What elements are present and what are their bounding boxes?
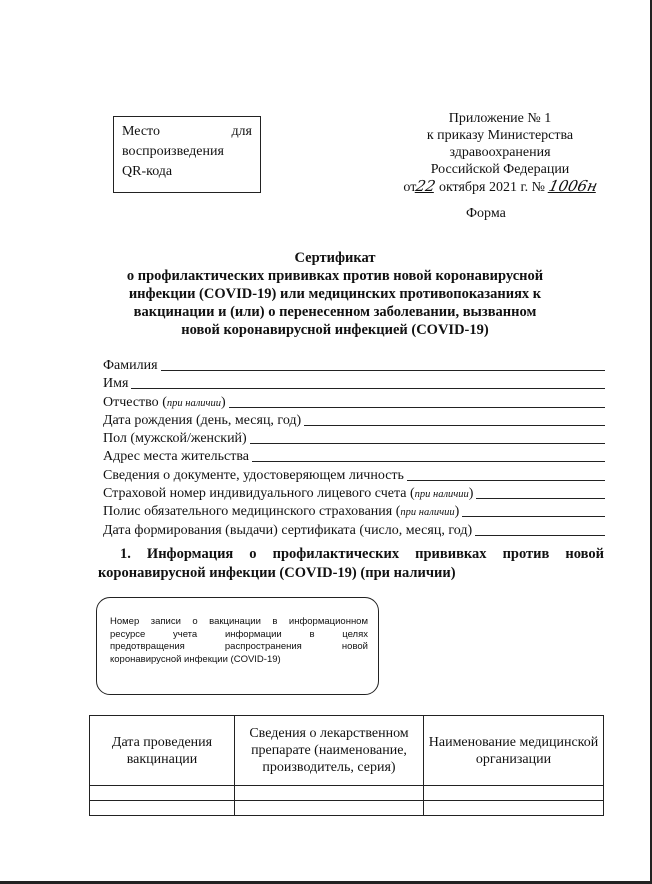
date-prefix: от: [403, 180, 417, 195]
field-label: Дата рождения (день, месяц, год): [103, 412, 302, 428]
qr-code-placeholder: [113, 116, 261, 193]
header-medical-organization: Наименование медицинской организации: [424, 716, 604, 786]
field-label-text: Полис обязательного медицинского страхования: [103, 504, 393, 520]
fill-line[interactable]: [252, 460, 605, 462]
field-label: Пол (мужской/женский): [103, 431, 247, 447]
table-cell[interactable]: [90, 786, 235, 801]
fill-line[interactable]: [462, 515, 605, 517]
table-row: [90, 786, 604, 801]
field-address[interactable]: [103, 447, 605, 465]
date-month-year: октября 2021 г. №: [438, 180, 546, 195]
qr-label-line-3: QR-кода: [122, 164, 173, 179]
fill-line[interactable]: [161, 369, 605, 371]
appendix-line-1: Приложение № 1: [448, 111, 552, 126]
field-first-name[interactable]: [103, 374, 605, 392]
title-line-4: вакцинации и (или) о перенесенном заболевании, вызванном: [133, 304, 537, 320]
vaccination-table: [89, 715, 604, 816]
appendix-date-line: [395, 178, 605, 196]
fill-line[interactable]: [475, 534, 605, 536]
certificate-title: [100, 249, 570, 339]
table-cell[interactable]: [424, 801, 604, 816]
table-cell[interactable]: [235, 801, 424, 816]
handwritten-order-number: 1006н: [546, 177, 599, 195]
fill-line[interactable]: [407, 479, 605, 481]
vacc-box-line-2: ресурсе учета информации в целях: [110, 628, 368, 640]
field-patronymic[interactable]: [103, 393, 605, 411]
field-label: Сведения о документе, удостоверяющем личность: [103, 467, 404, 483]
title-line-2: о профилактических прививках против новой коронавирусной: [126, 268, 544, 284]
field-label: Фамилия: [103, 358, 158, 373]
field-note: при наличии: [166, 397, 222, 409]
field-note: при наличии: [400, 507, 455, 519]
vacc-box-line-4: коронавирусной инфекции (COVID-19): [110, 653, 281, 665]
field-label: Страховой номер индивидуального лицевого счета (при наличии): [103, 486, 474, 502]
field-label: Адрес места жительства: [103, 449, 249, 465]
title-line-3: инфекции (COVID-19) или медицинских противопоказаниях к: [128, 286, 542, 302]
qr-label-line-2: воспроизведения: [122, 144, 224, 159]
appendix-header: [395, 110, 605, 196]
table-row: [90, 801, 604, 816]
field-note: при наличии: [414, 489, 469, 501]
section-1-line-1: 1. Информация о профилактических прививках против новой: [120, 546, 604, 562]
vacc-box-line-1: Номер записи о вакцинации в информационном: [110, 616, 368, 627]
title-line-5: новой коронавирусной инфекцией (COVID-19): [181, 322, 489, 338]
appendix-line-4: Российской Федерации: [430, 162, 570, 177]
field-snils[interactable]: [103, 484, 605, 502]
table-cell[interactable]: [90, 801, 235, 816]
vacc-box-line-3: предотвращения распространения новой: [110, 641, 368, 652]
personal-data-fields: [103, 356, 605, 539]
vaccination-record-number-box: [96, 597, 379, 695]
field-label: Полис обязательного медицинского страхования (при наличии): [103, 504, 460, 520]
field-birth-date[interactable]: [103, 411, 605, 429]
fill-line[interactable]: [250, 442, 605, 444]
qr-label-word-1: Место: [122, 124, 160, 139]
field-label: Имя: [103, 376, 129, 392]
section-1-heading: [98, 545, 604, 583]
qr-label-word-2: для: [231, 124, 252, 139]
fill-line[interactable]: [476, 497, 605, 499]
fill-line[interactable]: [229, 406, 605, 408]
table-cell[interactable]: [424, 786, 604, 801]
field-surname[interactable]: [103, 356, 605, 374]
header-drug-info: Сведения о лекарственном препарате (наименование, производитель, серия): [235, 716, 424, 786]
handwritten-day: 22: [414, 177, 438, 195]
table-cell[interactable]: [235, 786, 424, 801]
title-line-1: Сертификат: [294, 250, 376, 266]
form-label: Форма: [466, 206, 506, 221]
field-label-text: Отчество: [103, 394, 159, 410]
field-sex[interactable]: [103, 429, 605, 447]
field-label-text: Страховой номер индивидуального лицевого счета: [103, 486, 407, 502]
appendix-line-3: здравоохранения: [449, 145, 551, 160]
field-issue-date[interactable]: [103, 521, 605, 539]
fill-line[interactable]: [131, 387, 605, 389]
fill-line[interactable]: [304, 424, 605, 426]
table-header-row: [90, 716, 604, 786]
field-insurance-policy[interactable]: [103, 502, 605, 520]
section-1-line-2: коронавирусной инфекции (COVID-19) (при наличии): [98, 565, 456, 581]
appendix-line-2: к приказу Министерства: [426, 128, 574, 143]
header-vaccination-date: Дата проведения вакцинации: [90, 716, 235, 786]
field-label: Отчество (при наличии): [103, 394, 226, 410]
field-identity-document[interactable]: [103, 466, 605, 484]
field-label: Дата формирования (выдачи) сертификата (число, месяц, год): [103, 522, 473, 538]
